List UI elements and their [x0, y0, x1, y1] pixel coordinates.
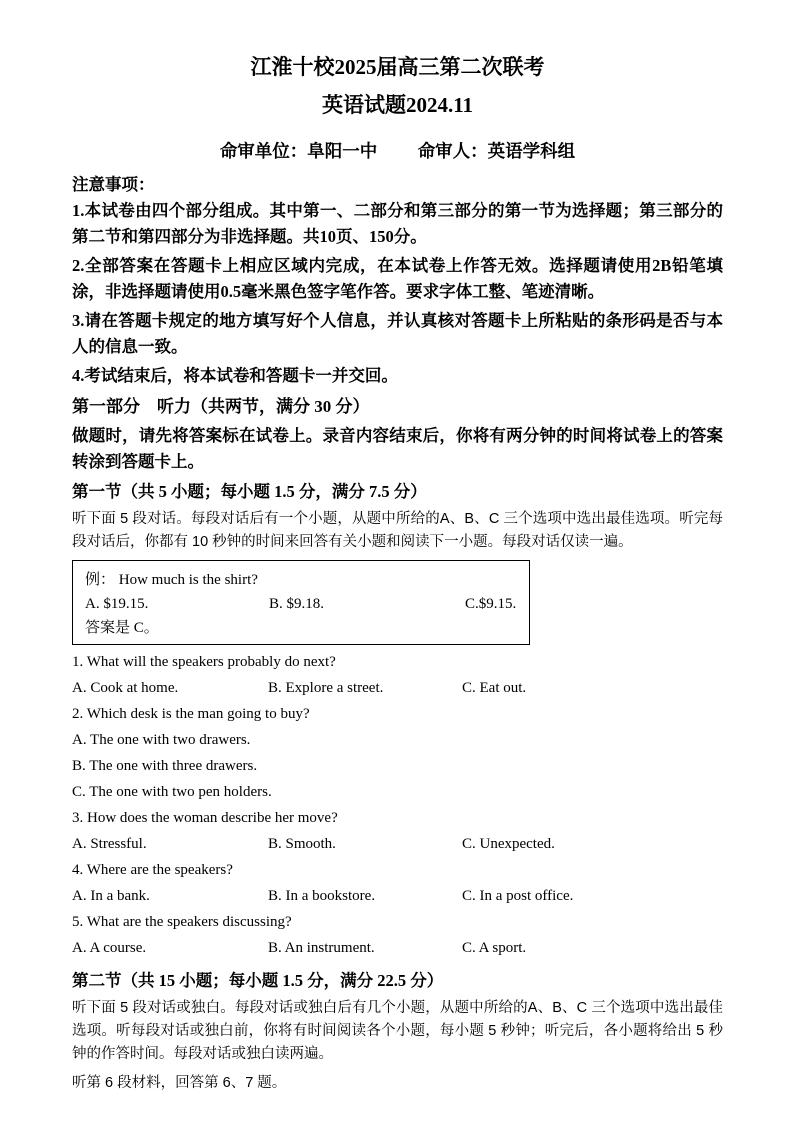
question-3-options [72, 837, 723, 852]
section1-instructions: 听下面 5 段对话。每段对话后有一个小题，从题中所给的A、B、C 三个选项中选出最佳选项。听完每段对话后，你都有 10 秒钟的时间来回答有关小题和阅读下一小题。每段对话仅读一遍。 [72, 511, 723, 550]
question-3 [72, 811, 723, 852]
question-3-text: 3. How does the woman describe her move? [72, 810, 338, 826]
question-5-options [72, 941, 723, 956]
question-4-text: 4. Where are the speakers? [72, 862, 233, 878]
question-3-option-c: C. Unexpected. [462, 836, 555, 852]
section1-heading: 第一节（共 5 小题；每小题 1.5 分，满分 7.5 分） [72, 482, 427, 501]
question-5-option-c: C. A sport. [462, 940, 527, 956]
example-answer: 答案是 C。 [85, 620, 159, 636]
question-3-option-a: A. Stressful. [72, 836, 147, 852]
example-box [72, 560, 530, 645]
question-1-text: 1. What will the speakers probably do next? [72, 654, 336, 670]
question-2-option-b: B. The one with three drawers. [72, 758, 258, 774]
question-4-option-c: C. In a post office. [462, 888, 574, 904]
question-4-option-a: A. In a bank. [72, 888, 150, 904]
example-option-b: B. $9.18. [269, 596, 325, 612]
example-option-a: A. $19.15. [85, 596, 149, 612]
notice-item-2: 2.全部答案在答题卡上相应区域内完成，在本试卷上作答无效。选择题请使用2B铅笔填涂，非选择题请使用0.5毫米黑色签字笔作答。要求字体工整、笔迹清晰。 [72, 256, 723, 301]
exam-info-line [72, 138, 723, 164]
exam-subtitle: 英语试题2024.11 [321, 93, 474, 117]
example-options [85, 592, 519, 616]
section2-heading: 第二节（共 15 小题；每小题 1.5 分，满分 22.5 分） [72, 971, 444, 990]
notice-item-3: 3.请在答题卡规定的地方填写好个人信息，并认真核对答题卡上所粘贴的条形码是否与本人的信息一致。 [72, 311, 723, 356]
question-5-option-a: A. A course. [72, 940, 147, 956]
question-2-option-a: A. The one with two drawers. [72, 732, 251, 748]
question-4-options [72, 889, 723, 904]
part1-intro: 做题时，请先将答案标在试卷上。录音内容结束后，你将有两分钟的时间将试卷上的答案转涂到答题卡上。 [72, 426, 723, 471]
question-2-text: 2. Which desk is the man going to buy? [72, 706, 310, 722]
question-5-text: 5. What are the speakers discussing? [72, 914, 292, 930]
question-1 [72, 655, 723, 696]
notice-item-4: 4.考试结束后，将本试卷和答题卡一并交回。 [72, 366, 398, 385]
question-4 [72, 863, 723, 904]
part1-heading: 第一部分 听力（共两节，满分 30 分） [72, 397, 370, 416]
section2-instructions: 听下面 5 段对话或独白。每段对话或独白后有几个小题，从题中所给的A、B、C 三个选项中选出最佳选项。听每段对话或独白前，你将有时间阅读各个小题，每小题 5 秒钟；听完后，各小题将给出 5 秒钟的作答时间。每段对话或独白读两遍。 [72, 1000, 723, 1062]
exam-unit: 命审单位：阜阳一中 [219, 141, 378, 161]
example-option-c: C.$9.15. [465, 596, 517, 612]
notice-heading: 注意事项： [72, 175, 155, 194]
question-1-options [72, 681, 723, 696]
question-2-option-c: C. The one with two pen holders. [72, 784, 272, 800]
question-1-option-a: A. Cook at home. [72, 680, 179, 696]
section2-material-note: 听第 6 段材料，回答第 6、7 题。 [72, 1075, 287, 1091]
question-3-option-b: B. Smooth. [268, 836, 336, 852]
exam-title: 江淮十校2025届高三第二次联考 [250, 55, 545, 79]
question-5-option-b: B. An instrument. [268, 940, 375, 956]
question-1-option-b: B. Explore a street. [268, 680, 384, 696]
question-5 [72, 915, 723, 956]
question-4-option-b: B. In a bookstore. [268, 888, 376, 904]
example-question: 例： How much is the shirt? [85, 572, 258, 588]
question-2 [72, 707, 723, 800]
exam-reviewer: 命审人：英语学科组 [417, 141, 576, 161]
notice-item-1: 1.本试卷由四个部分组成。其中第一、二部分和第三部分的第一节为选择题；第三部分的第二节和第四部分为非选择题。共10页、150分。 [72, 201, 723, 246]
question-1-option-c: C. Eat out. [462, 680, 527, 696]
